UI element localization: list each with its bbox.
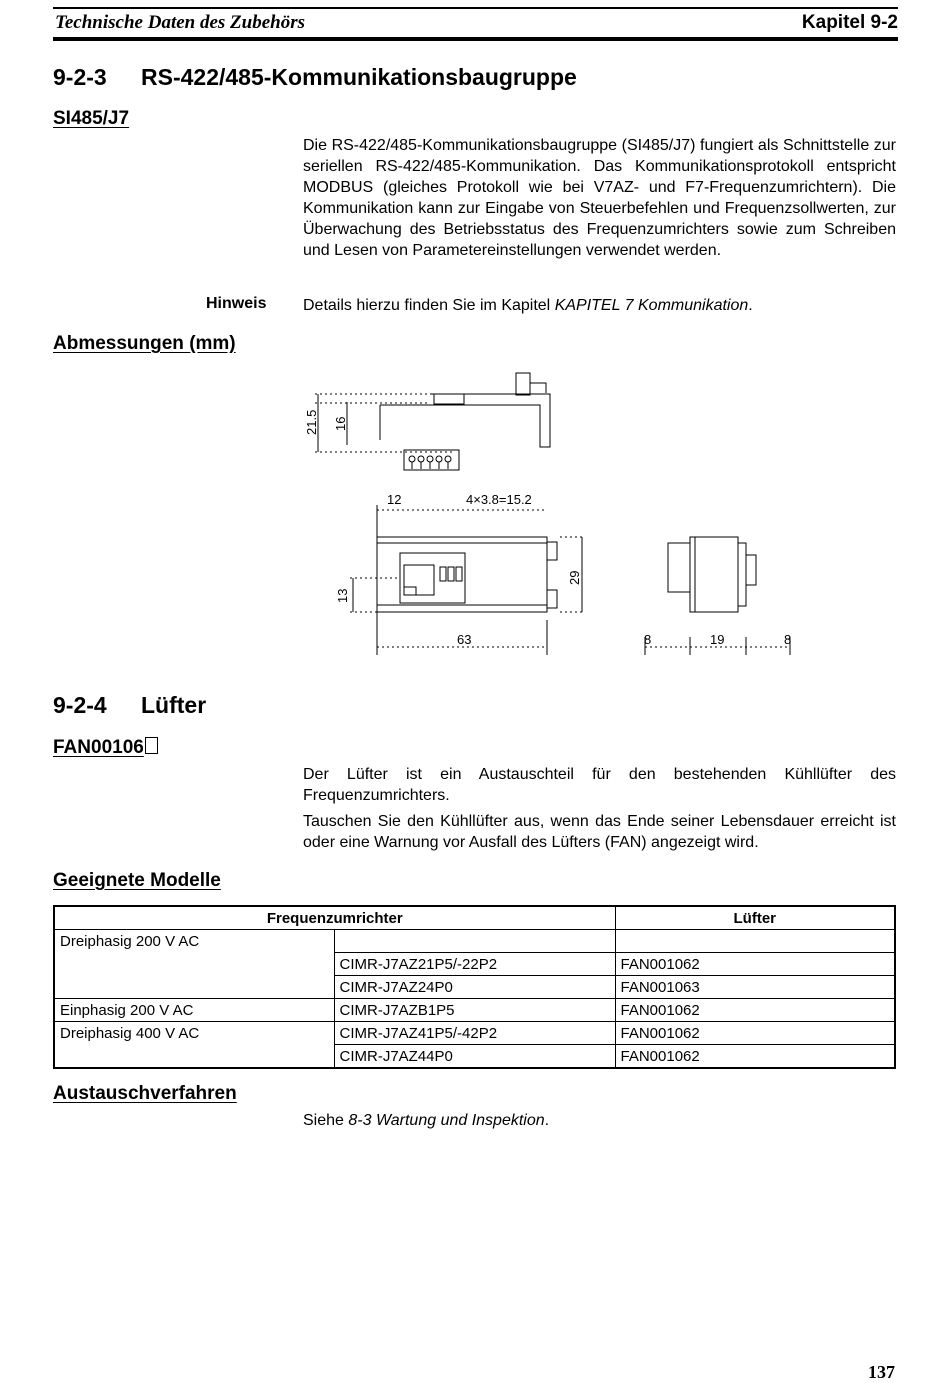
page-number: 137 — [868, 1362, 895, 1382]
header-luefter: Lüfter — [615, 906, 895, 930]
fan-cell: FAN001062 — [615, 999, 895, 1022]
model-cell: CIMR-J7AZ24P0 — [334, 976, 615, 999]
note-label: Hinweis — [206, 295, 267, 312]
table-row — [54, 976, 895, 999]
model-cell: CIMR-J7AZ44P0 — [334, 1045, 615, 1069]
section-number: 9-2-3 — [53, 64, 107, 90]
fan-cell: FAN001062 — [615, 953, 895, 976]
subheading-si485: SI485/J7 — [53, 108, 130, 129]
models-table — [53, 905, 896, 1069]
dim-label-19: 19 — [710, 632, 725, 647]
section-heading-9-2-4 — [53, 692, 206, 719]
header-rule-top — [53, 7, 898, 9]
header-frequenzumrichter: Frequenzumrichter — [54, 906, 615, 930]
note-text-end: . — [748, 297, 753, 314]
fan-model-name: FAN00106 — [53, 737, 144, 758]
suitable-models-heading: Geeignete Modelle — [53, 870, 221, 891]
dim-label-8-left: 8 — [644, 632, 652, 647]
note-reference: KAPITEL 7 Kommunikation — [554, 297, 749, 314]
fan-description-1: Der Lüfter ist ein Austauschteil für den bestehenden Kühllüfter des Frequenzumrichters. — [303, 766, 896, 804]
group-cell — [54, 976, 334, 999]
replacement-text-pre: Siehe — [303, 1112, 349, 1129]
dim-label-4x3-8: 4×3.8=15.2 — [466, 492, 532, 507]
dim-label-29: 29 — [567, 570, 582, 585]
table-row — [54, 1045, 895, 1069]
placeholder-box-icon — [145, 737, 158, 754]
dim-label-21-5: 21.5 — [304, 409, 319, 435]
group-cell: Dreiphasig 400 V AC — [54, 1022, 334, 1045]
fan-cell: FAN001062 — [615, 1022, 895, 1045]
section-title: RS-422/485-Kommunikationsbaugruppe — [141, 64, 577, 90]
section-number: 9-2-4 — [53, 692, 107, 718]
si485-description: Die RS-422/485-Kommunikationsbaugruppe (SI485/J7) fungiert als Schnittstelle zur seriellen RS-422/485-Kommunikation. Das Kommunikationsprotokoll entspricht MODBUS (gleiches Protokoll wie bei V7AZ- und F7-Frequenzumrichtern). Die Kommunikation kann zur Eingabe von Steuerbefehlen und Frequenzsollwerten, zur Überwachung des Betriebsstatus des Frequenzumrichters sowie zum Schreiben und Lesen von Parametereinstellungen verwendet werden. — [303, 137, 896, 259]
dimension-drawing — [290, 365, 810, 665]
group-cell — [54, 953, 334, 976]
dim-label-16: 16 — [333, 416, 348, 431]
dim-label-12: 12 — [387, 492, 402, 507]
group-cell: Einphasig 200 V AC — [54, 999, 334, 1022]
subheading-fan — [53, 737, 158, 759]
model-cell: CIMR-J7AZ41P5/-42P2 — [334, 1022, 615, 1045]
header-rule-bottom — [53, 37, 898, 41]
fan-cell — [615, 930, 895, 953]
replacement-text — [303, 1110, 896, 1131]
note-text — [303, 295, 896, 316]
model-cell — [334, 930, 615, 953]
dim-label-13: 13 — [335, 588, 350, 603]
fan-cell: FAN001062 — [615, 1045, 895, 1069]
group-cell — [54, 1045, 334, 1069]
table-row — [54, 1022, 895, 1045]
section-heading-9-2-3 — [53, 64, 577, 91]
fan-cell: FAN001063 — [615, 976, 895, 999]
table-row — [54, 999, 895, 1022]
section-title: Lüfter — [141, 692, 207, 718]
dimensions-heading: Abmessungen (mm) — [53, 333, 236, 354]
note-text-main: Details hierzu finden Sie im Kapitel — [303, 297, 555, 314]
group-cell: Dreiphasig 200 V AC — [54, 930, 334, 953]
replacement-reference: 8-3 Wartung und Inspektion — [348, 1112, 545, 1129]
model-cell: CIMR-J7AZ21P5/-22P2 — [334, 953, 615, 976]
dim-label-8-right: 8 — [784, 632, 792, 647]
table-row — [54, 953, 895, 976]
running-header-chapter: Kapitel 9-2 — [801, 12, 898, 33]
table-header-row — [54, 906, 895, 930]
running-header-title: Technische Daten des Zubehörs — [55, 12, 306, 33]
model-cell: CIMR-J7AZB1P5 — [334, 999, 615, 1022]
dim-label-63: 63 — [457, 632, 472, 647]
fan-description-2: Tauschen Sie den Kühllüfter aus, wenn das Ende seiner Lebensdauer erreicht ist oder eine Warnung vor Ausfall des Lüfters (FAN) angezeigt wird. — [303, 813, 896, 851]
replacement-text-end: . — [544, 1112, 550, 1129]
table-row — [54, 930, 895, 953]
replacement-heading: Austauschverfahren — [53, 1083, 237, 1104]
